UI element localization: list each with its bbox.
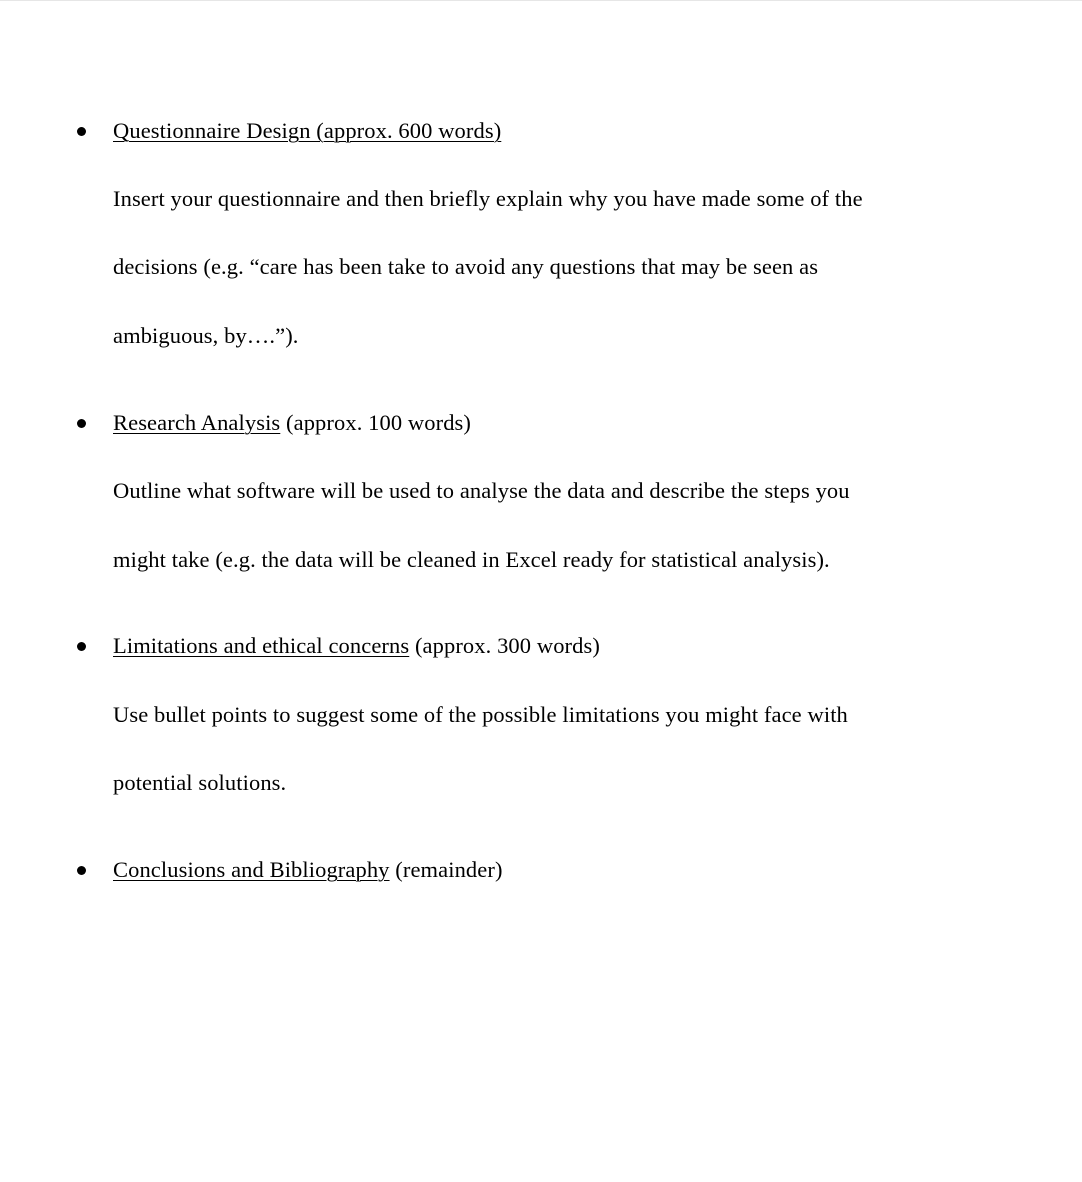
bullet-icon (77, 419, 86, 428)
section-heading (113, 857, 503, 883)
section-heading-underlined: Questionnaire Design (approx. 600 words) (113, 118, 502, 143)
section-heading-rest: (remainder) (389, 857, 503, 882)
body-line: might take (e.g. the data will be cleaned in Excel ready for statistical analysis). (113, 547, 830, 572)
section-heading (113, 633, 600, 659)
section-heading-rest: (approx. 100 words) (280, 410, 472, 435)
body-line: Use bullet points to suggest some of the possible limitations you might face with (113, 702, 848, 727)
bullet-icon (77, 642, 86, 651)
section-heading (113, 410, 471, 436)
bullet-icon (77, 866, 86, 875)
body-line: ambiguous, by….”). (113, 323, 299, 348)
section-heading-underlined: Research Analysis (113, 410, 281, 435)
body-line: Insert your questionnaire and then briefly explain why you have made some of the (113, 186, 863, 211)
body-line: Outline what software will be used to analyse the data and describe the steps you (113, 478, 850, 503)
section-heading-underlined: Conclusions and Bibliography (113, 857, 390, 882)
section-heading (113, 118, 501, 144)
bullet-icon (77, 127, 86, 136)
body-line: decisions (e.g. “care has been take to avoid any questions that may be seen as (113, 254, 819, 279)
section-heading-underlined: Limitations and ethical concerns (113, 633, 410, 658)
section-heading-rest: (approx. 300 words) (409, 633, 600, 658)
body-line: potential solutions. (113, 770, 287, 795)
